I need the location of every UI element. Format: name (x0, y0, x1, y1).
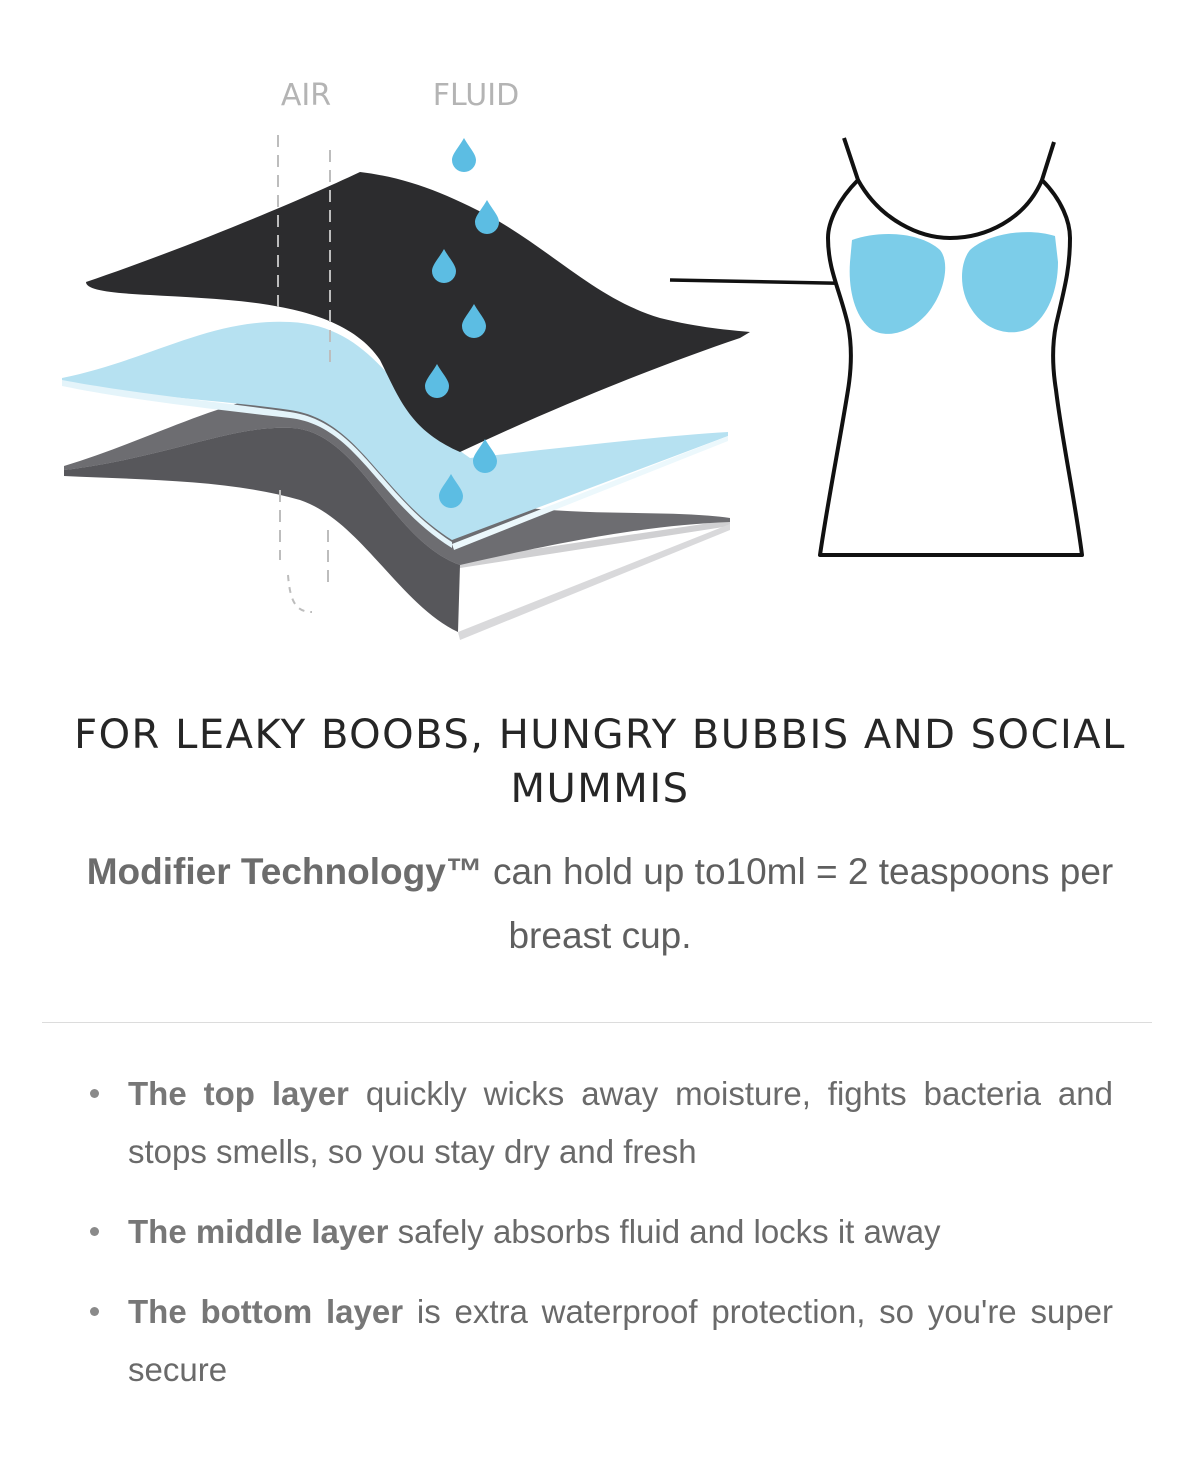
bullet-icon (90, 1089, 99, 1098)
feature-lead: The middle layer (128, 1213, 389, 1250)
feature-lead: The top layer (128, 1075, 349, 1112)
divider (42, 1022, 1152, 1023)
capacity-description (50, 840, 1150, 968)
headline: FOR LEAKY BOOBS, HUNGRY BUBBIS AND SOCIAL MUMMIS (74, 712, 1126, 812)
feature-lead: The bottom layer (128, 1293, 404, 1330)
capacity-text: can hold up to10ml = 2 teaspoons per breast cup. (482, 851, 1114, 956)
list-item (128, 1065, 1113, 1181)
feature-text: safely absorbs fluid and locks it away (388, 1213, 941, 1250)
water-drop-icon (452, 138, 476, 172)
feature-list (128, 1065, 1113, 1421)
layers-illustration (0, 0, 1200, 650)
brand-name: Modifier Technology™ (86, 851, 483, 892)
camisole-icon (820, 138, 1082, 555)
list-item (128, 1203, 1113, 1261)
fluid-label: FLUID (432, 78, 520, 113)
top-layer (86, 172, 750, 452)
feature-text: is extra waterproof protection, so you're super secure (128, 1293, 1113, 1388)
bullet-icon (90, 1227, 99, 1236)
air-label: AIR (280, 78, 332, 113)
water-drop-icon (475, 200, 499, 234)
feature-text: quickly wicks away moisture, fights bacteria and stops smells, so you stay dry and fresh (128, 1075, 1113, 1170)
list-item (128, 1283, 1113, 1399)
bullet-icon (90, 1307, 99, 1316)
